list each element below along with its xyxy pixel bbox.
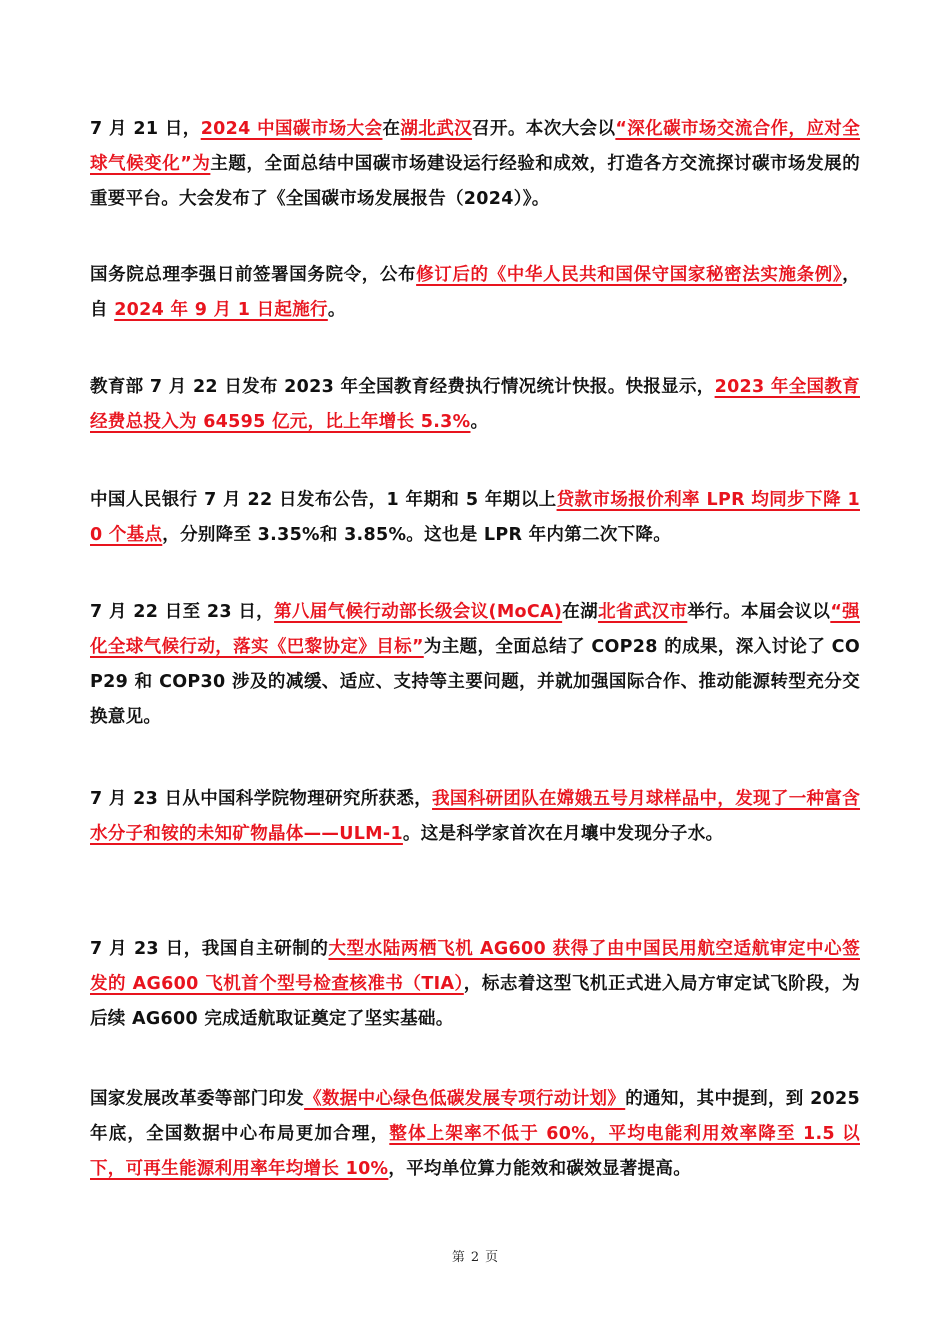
highlighted-text: “深化碳市场交流合作，应对全球气候变化”为: [90, 119, 861, 174]
body-text: 7 月 23 日从中国科学院物理研究所获悉，: [90, 789, 433, 809]
body-text: 为主题，全面总结了 COP28 的成果，深入讨论了 COP29 和 COP30 涉及的减缓、适应、支持等主要问题，并就加强国际合作、推动能源转型充分交换意见。: [90, 637, 861, 727]
page-number: 2: [470, 1250, 480, 1265]
highlighted-text: 2023 年全国教育经费总投入为 64595 亿元，比上年增长 5.3%: [90, 377, 860, 432]
news-paragraph-8: [90, 1082, 860, 1187]
highlighted-text: 北省武汉市: [597, 602, 688, 622]
news-paragraph-5: [90, 595, 860, 735]
news-paragraph-2: [90, 258, 860, 328]
highlighted-text: 贷款市场报价利率 LPR 均同步下降 10 个基点: [90, 490, 860, 545]
body-text: 。这是科学家首次在月壤中发现分子水。: [402, 824, 724, 844]
body-text: 的通知，其中提到，到 2025 年底，全国数据中心布局更加合理，: [90, 1089, 860, 1144]
body-text: 中国人民银行 7 月 22 日发布公告，1 年期和 5 年期以上: [90, 490, 557, 510]
highlighted-text: “强化全球气候行动，落实《巴黎协定》目标”: [90, 602, 860, 657]
news-paragraph-4: [90, 483, 860, 553]
body-text: ，平均单位算力能效和碳效显著提高。: [388, 1159, 691, 1179]
highlighted-text: 大型水陆两栖飞机 AG600 获得了由中国民用航空适航审定中心签发的 AG600 飞机首个型号检查核准书（TIA）: [90, 939, 860, 994]
highlighted-text: 湖北武汉: [400, 119, 473, 139]
highlighted-text: 整体上架率不低于 60%，平均电能利用效率降至 1.5 以下，可再生能源利用率年均增长 10%: [90, 1124, 860, 1179]
body-text: ，分别降至 3.35%和 3.85%。这也是 LPR 年内第二次下降。: [162, 525, 672, 545]
body-text: ，标志着这型飞机正式进入局方审定试飞阶段，为后续 AG600 完成适航取证奠定了坚实基础。: [90, 974, 860, 1029]
body-text: 。: [470, 412, 489, 432]
highlighted-text: 第八届气候行动部长级会议(MoCA): [274, 602, 563, 622]
body-text: 举行。本届会议以: [687, 602, 831, 622]
highlighted-text: 《数据中心绿色低碳发展专项行动计划》: [304, 1089, 626, 1109]
footer-suffix: 页: [485, 1250, 499, 1265]
body-text: ，自: [90, 265, 861, 320]
body-text: 国务院总理李强日前签署国务院令，公布: [90, 265, 417, 285]
highlighted-text: 2024 年 9 月 1 日起施行: [114, 300, 328, 320]
page-footer: [0, 1246, 950, 1265]
news-paragraph-3: [90, 370, 860, 440]
highlighted-text: 2024 中国碳市场大会: [200, 119, 383, 139]
footer-prefix: 第: [451, 1250, 465, 1265]
news-paragraph-6: [90, 782, 860, 852]
body-text: 7 月 23 日，我国自主研制的: [90, 939, 329, 959]
body-text: 7 月 22 日至 23 日，: [90, 602, 275, 622]
body-text: 在: [382, 119, 401, 139]
highlighted-text: 修订后的《中华人民共和国保守国家秘密法实施条例》: [416, 265, 843, 285]
body-text: 主题，全面总结中国碳市场建设运行经验和成效，打造各方交流探讨碳市场发展的重要平台。大会发布了《全国碳市场发展报告（2024）》。: [90, 154, 860, 209]
body-text: 。: [327, 300, 346, 320]
body-text: 在湖: [562, 602, 598, 622]
body-text: 教育部 7 月 22 日发布 2023 年全国教育经费执行情况统计快报。快报显示，: [90, 377, 715, 397]
highlighted-text: 我国科研团队在嫦娥五号月球样品中，发现了一种富含水分子和铵的未知矿物晶体——ULM-1: [90, 789, 861, 844]
body-text: 7 月 21 日，: [90, 119, 201, 139]
news-paragraph-7: [90, 932, 860, 1037]
news-paragraph-1: [90, 112, 860, 217]
body-text: 国家发展改革委等部门印发: [90, 1089, 305, 1109]
body-text: 召开。本次大会以: [472, 119, 616, 139]
